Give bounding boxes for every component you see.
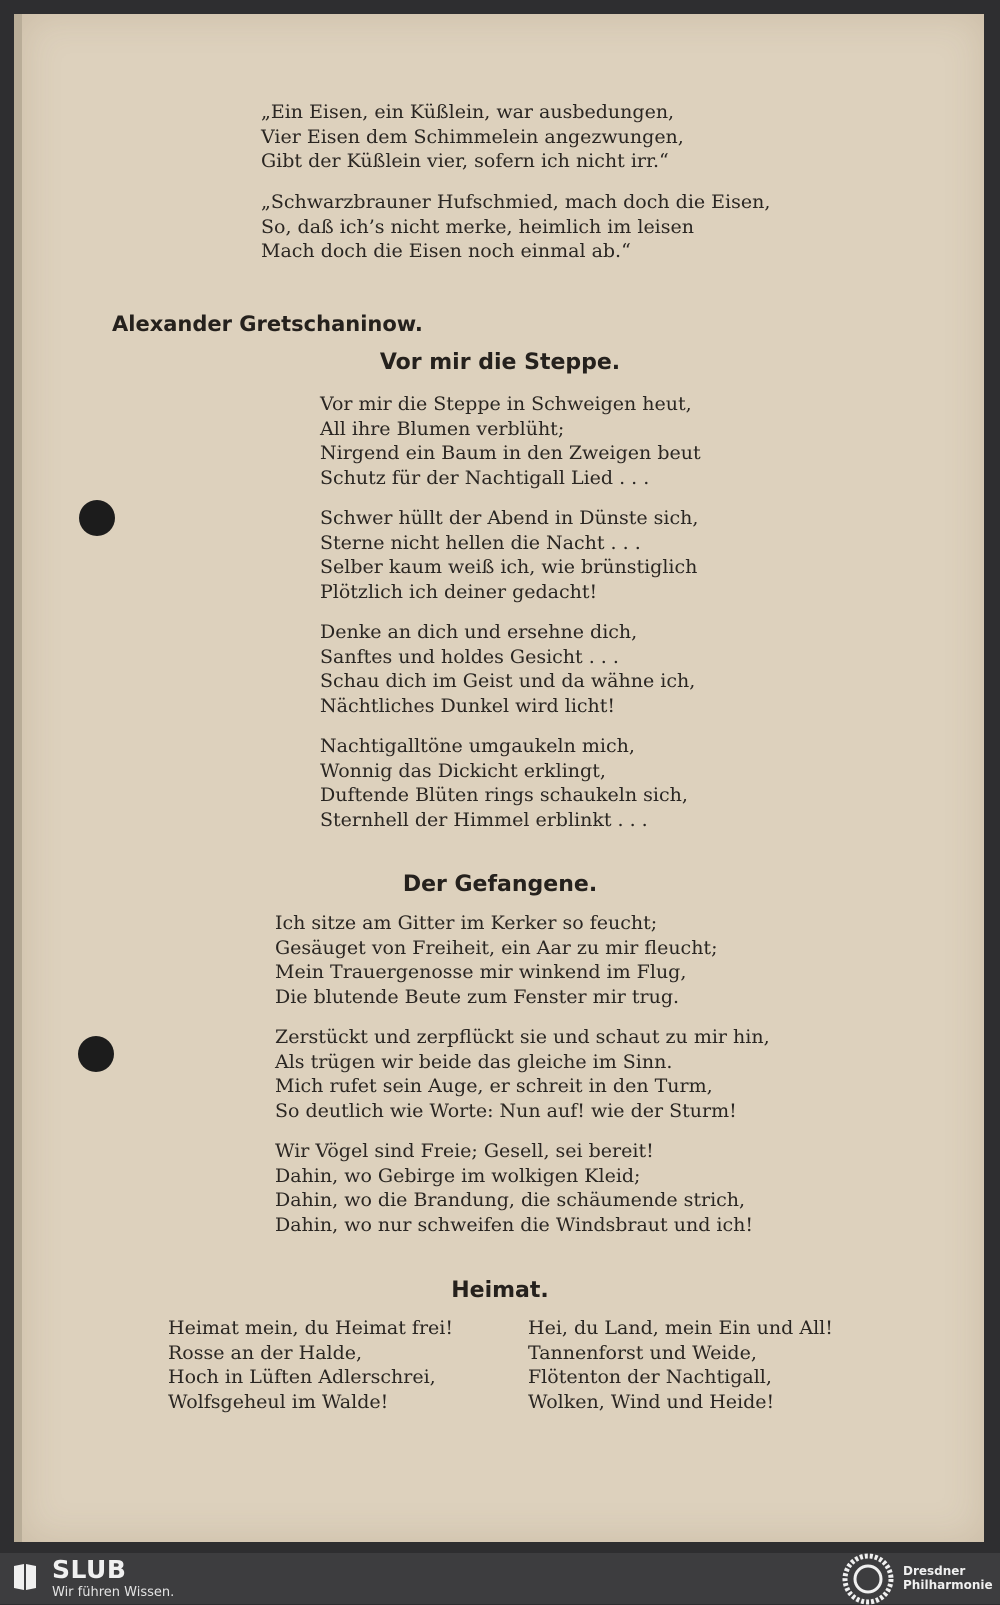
heimat-column-right — [528, 1316, 833, 1414]
verse-line: Duftende Blüten rings schaukeln sich, — [320, 784, 688, 807]
verse-line: Nächtliches Dunkel wird licht! — [320, 694, 616, 717]
steppe-stanza-3 — [320, 620, 695, 718]
song-title-gefangene: Der Gefangene. — [402, 872, 598, 897]
verse-line: Heimat mein, du Heimat frei! — [168, 1317, 453, 1339]
philharmonie-line-2: Philharmonie — [903, 1578, 993, 1592]
verse-line: Sterne nicht hellen die Nacht . . . — [320, 531, 641, 554]
punch-hole — [78, 1036, 114, 1072]
philharmonie-line-1: Dresdner — [903, 1564, 966, 1578]
verse-line: Vier Eisen dem Schimmelein angezwungen, — [261, 125, 684, 148]
verse-line: Wolfsgeheul im Walde! — [168, 1390, 389, 1413]
footer-bar — [0, 1553, 1000, 1604]
top-stanza-1 — [261, 100, 684, 174]
gefangene-stanza-2 — [275, 1025, 770, 1123]
slub-book-icon — [12, 1562, 38, 1592]
verse-line: Mein Trauergenosse mir winkend im Flug, — [275, 961, 687, 984]
slub-slogan: Wir führen Wissen. — [52, 1585, 175, 1600]
verse-line: Dahin, wo Gebirge im wolkigen Kleid; — [275, 1164, 641, 1187]
punch-hole — [79, 500, 115, 536]
verse-line: So, daß ich’s nicht merke, heimlich im leisen — [261, 215, 694, 238]
philharmonie-logo-text[interactable] — [903, 1564, 993, 1592]
verse-line: Gesäuget von Freiheit, ein Aar zu mir fleucht; — [275, 936, 718, 959]
verse-line: Mich rufet sein Auge, er schreit in den Turm, — [275, 1075, 713, 1098]
verse-line: So deutlich wie Worte: Nun auf! wie der Sturm! — [275, 1099, 737, 1122]
verse-line: Dahin, wo nur schweifen die Windsbraut und ich! — [275, 1213, 753, 1236]
verse-line: Vor mir die Steppe in Schweigen heut, — [320, 393, 692, 415]
steppe-stanza-2 — [320, 506, 698, 604]
verse-line: Hoch in Lüften Adlerschrei, — [168, 1366, 436, 1389]
verse-line: Sanftes und holdes Gesicht . . . — [320, 645, 619, 668]
verse-line: Denke an dich und ersehne dich, — [320, 621, 638, 643]
verse-line: Wir Vögel sind Freie; Gesell, sei bereit! — [275, 1140, 654, 1162]
verse-line: Schwer hüllt der Abend in Dünste sich, — [320, 507, 699, 529]
verse-line: Nachtigalltöne umgaukeln mich, — [320, 735, 635, 757]
top-stanza-2 — [261, 190, 770, 264]
verse-line: Als trügen wir beide das gleiche im Sinn. — [275, 1050, 673, 1073]
verse-line: Tannenforst und Weide, — [528, 1341, 757, 1364]
verse-line: Nirgend ein Baum in den Zweigen beut — [320, 442, 701, 465]
verse-line: Wolken, Wind und Heide! — [528, 1390, 775, 1413]
verse-line: Plötzlich ich deiner gedacht! — [320, 580, 598, 603]
verse-line: Schau dich im Geist und da wähne ich, — [320, 670, 696, 693]
philharmonie-sunburst-icon[interactable] — [842, 1553, 894, 1605]
verse-line: Gibt der Küßlein vier, sofern ich nicht irr.“ — [261, 150, 669, 173]
gefangene-stanza-3 — [275, 1139, 753, 1237]
verse-line: Ich sitze am Gitter im Kerker so feucht; — [275, 912, 658, 934]
song-title-steppe: Vor mir die Steppe. — [379, 350, 621, 375]
verse-line: Dahin, wo die Brandung, die schäumende strich, — [275, 1189, 746, 1212]
heimat-column-left — [168, 1316, 453, 1414]
verse-line: Hei, du Land, mein Ein und All! — [528, 1317, 833, 1339]
verse-line: Zerstückt und zerpflückt sie und schaut zu mir hin, — [275, 1026, 770, 1048]
verse-line: Selber kaum weiß ich, wie brünstiglich — [320, 556, 698, 579]
song-title-heimat: Heimat. — [451, 1278, 549, 1303]
steppe-stanza-1 — [320, 392, 701, 490]
verse-line: Sternhell der Himmel erblinkt . . . — [320, 808, 648, 831]
verse-line: Die blutende Beute zum Fenster mir trug. — [275, 985, 680, 1008]
steppe-stanza-4 — [320, 734, 688, 832]
composer-name: Alexander Gretschaninow. — [112, 312, 423, 336]
verse-line: „Schwarzbrauner Hufschmied, mach doch die Eisen, — [261, 191, 771, 213]
verse-line: „Ein Eisen, ein Küßlein, war ausbedungen, — [261, 101, 675, 123]
slub-logo-text[interactable]: SLUB — [52, 1555, 127, 1584]
verse-line: All ihre Blumen verblüht; — [320, 417, 565, 440]
verse-line: Wonnig das Dickicht erklingt, — [320, 759, 606, 782]
verse-line: Flötenton der Nachtigall, — [528, 1366, 772, 1389]
gefangene-stanza-1 — [275, 911, 717, 1009]
verse-line: Schutz für der Nachtigall Lied . . . — [320, 466, 650, 489]
verse-line: Rosse an der Halde, — [168, 1341, 363, 1364]
verse-line: Mach doch die Eisen noch einmal ab.“ — [261, 240, 631, 263]
